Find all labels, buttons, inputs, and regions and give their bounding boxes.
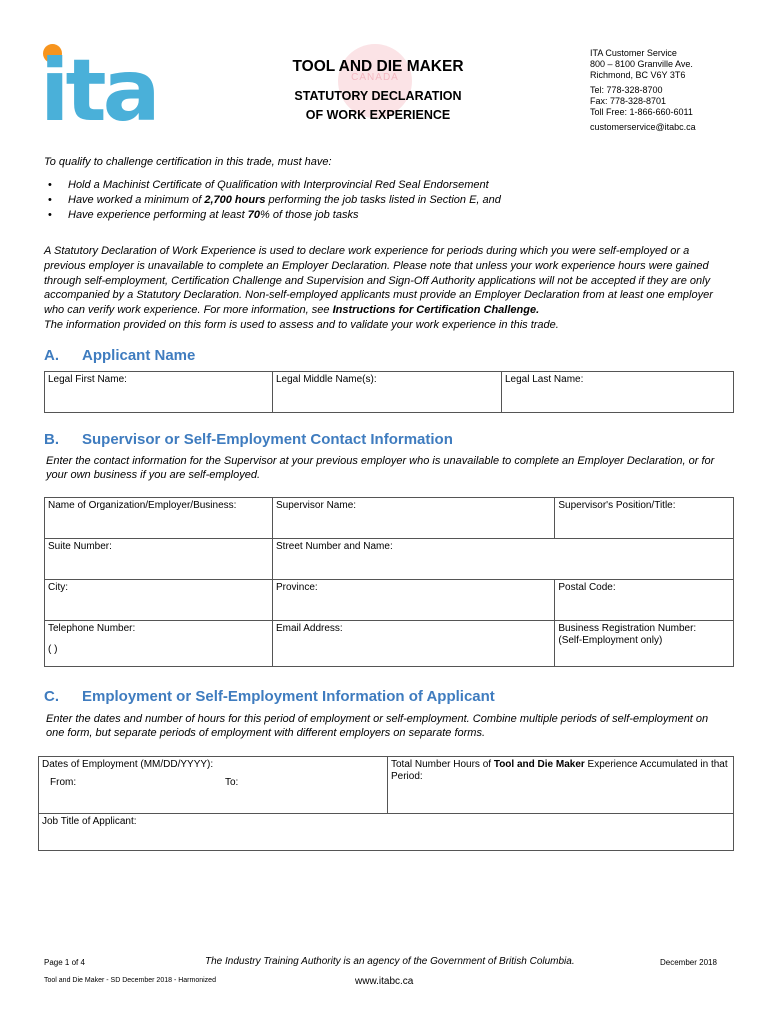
section-c-note: Enter the dates and number of hours for this period of employment or self-employment. Combine multiple periods of self-employment on one form, but separate periods of employment with different employers on separate forms. bbox=[46, 713, 709, 739]
list-item: • Hold a Machinist Certificate of Qualification with Interprovincial Red Seal Endorsement bbox=[48, 179, 489, 191]
page-number: Page 1 of 4 bbox=[44, 958, 85, 967]
from-date-label: From: bbox=[50, 777, 77, 788]
list-item: • Have worked a minimum of 2,700 hours performing the job tasks listed in Section E, and bbox=[48, 193, 501, 206]
footer-agency: The Industry Training Authority is an agency of the Government of British Columbia. bbox=[205, 956, 575, 967]
footer-doc-id: Tool and Die Maker - SD December 2018 - Harmonized bbox=[44, 977, 216, 984]
legal-middle-name-field[interactable]: Legal Middle Name(s): bbox=[273, 372, 502, 413]
supervisor-name-field[interactable]: Supervisor Name: bbox=[273, 498, 555, 539]
dates-of-employment-field[interactable]: Dates of Employment (MM/DD/YYYY): From: To: bbox=[39, 757, 388, 814]
legal-last-name-field[interactable]: Legal Last Name: bbox=[502, 372, 734, 413]
applicant-name-table bbox=[44, 371, 734, 413]
section-c-heading: C. Employment or Self-Employment Information of Applicant bbox=[44, 688, 495, 705]
usage-paragraph: The information provided on this form is used to assess and to validate your work experience in this trade. bbox=[44, 319, 559, 331]
suite-number-field[interactable]: Suite Number: bbox=[45, 539, 273, 580]
section-b-note: Enter the contact information for the Supervisor at your previous employer who is unavailable to complete an Employer Declaration, or for your own business if you are self-employed. bbox=[46, 455, 715, 481]
section-b-heading: B. Supervisor or Self-Employment Contact Information bbox=[44, 431, 453, 448]
logo-wordmark: ita bbox=[40, 41, 157, 141]
instructions-link[interactable]: Instructions for Certification Challenge. bbox=[332, 304, 540, 317]
contact-block: ITA Customer Service 800 – 8100 Granville Ave. Richmond, BC V6Y 3T6 Tel: 778-328-8700 Fax: 778-328-8701 Toll Free: 1-866-660-6011 customerservice@itabc.ca bbox=[590, 48, 696, 132]
document-title: TOOL AND DIE MAKER bbox=[292, 58, 464, 75]
job-title-field[interactable]: Job Title of Applicant: bbox=[39, 814, 734, 851]
to-date-label: To: bbox=[225, 777, 239, 788]
document-subtitle: STATUTORY DECLARATION OF WORK EXPERIENCE bbox=[294, 89, 462, 122]
employment-info-table bbox=[38, 756, 734, 851]
business-registration-field[interactable]: Business Registration Number: (Self-Employment only) bbox=[555, 621, 734, 667]
requirements-list bbox=[44, 178, 501, 222]
total-hours-field[interactable]: Total Number Hours of Tool and Die Maker Experience Accumulated in that Period: bbox=[388, 757, 734, 814]
declaration-paragraph: A Statutory Declaration of Work Experience is used to declare work experience for periods during which you were self-employed or a previous employer is unavailable to complete an Employer Declaration. Please note that unless your work experience hours were gained through self-employment, Certification Challenge and Supervision and Sign-Off Authority applications will not be accepted if they are only accompanied by a Statutory Declaration. Non-self-employed applicants must provide an Employer Declaration from at least one employer who can verify work experience. For more information, see Instructions for Certification Challenge. bbox=[44, 245, 713, 317]
street-field[interactable]: Street Number and Name: bbox=[273, 539, 734, 580]
footer-date: December 2018 bbox=[660, 958, 717, 967]
legal-first-name-field[interactable]: Legal First Name: bbox=[45, 372, 273, 413]
postal-code-field[interactable]: Postal Code: bbox=[555, 580, 734, 621]
supervisor-position-field[interactable]: Supervisor's Position/Title: bbox=[555, 498, 734, 539]
province-field[interactable]: Province: bbox=[273, 580, 555, 621]
list-item: • Have experience performing at least 70% of those job tasks bbox=[48, 208, 359, 221]
section-a-heading: A. Applicant Name bbox=[44, 347, 196, 364]
ita-logo bbox=[40, 41, 157, 141]
organization-name-field[interactable]: Name of Organization/Employer/Business: bbox=[45, 498, 273, 539]
city-field[interactable]: City: bbox=[45, 580, 273, 621]
intro-text: To qualify to challenge certification in this trade, must have: bbox=[44, 156, 332, 168]
seal-text: CANADA bbox=[351, 72, 399, 83]
footer-url[interactable]: www.itabc.ca bbox=[355, 976, 414, 987]
contact-info-table bbox=[44, 497, 734, 667]
email-field[interactable]: Email Address: bbox=[273, 621, 555, 667]
contact-email[interactable]: customerservice@itabc.ca bbox=[590, 122, 696, 132]
telephone-field[interactable]: Telephone Number: ( ) bbox=[45, 621, 273, 667]
